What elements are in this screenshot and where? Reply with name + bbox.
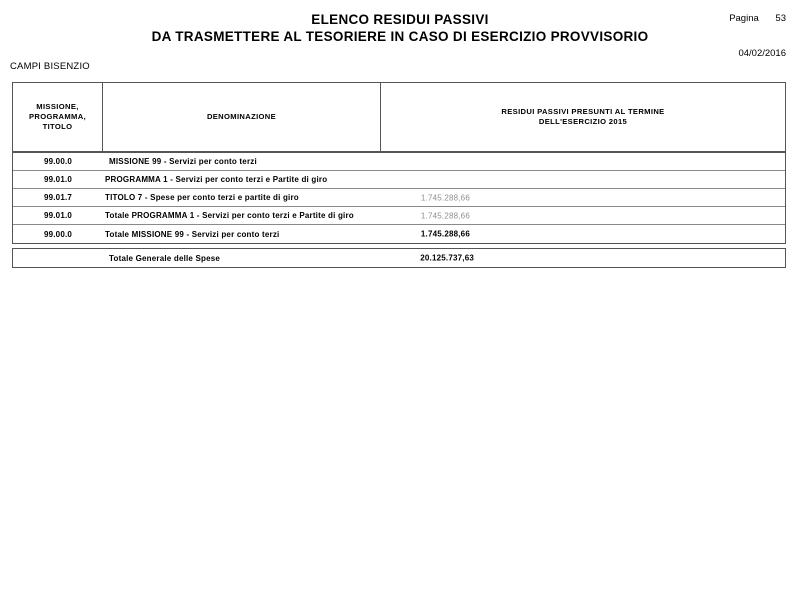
table-row — [13, 171, 785, 189]
document-date: 04/02/2016 — [738, 48, 786, 59]
column-header-code-line-3: TITOLO — [42, 122, 73, 131]
column-header-amount — [381, 83, 785, 151]
total-row-amount-cell — [387, 249, 785, 267]
row-amount-cell — [383, 207, 785, 224]
table-row — [13, 207, 785, 225]
total-row-amount: 20.125.737,63 — [420, 253, 474, 263]
document-header — [0, 0, 800, 75]
column-header-code-line-1: MISSIONE, — [36, 102, 79, 111]
table-body — [12, 153, 786, 244]
row-denominazione: Totale PROGRAMMA 1 - Servizi per conto terzi e Partite di giro — [105, 211, 354, 220]
page-number: 53 — [775, 13, 786, 24]
row-code: 99.00.0 — [43, 229, 73, 239]
column-header-amount-line-1: RESIDUI PASSIVI PRESUNTI AL TERMINE — [501, 107, 665, 116]
row-denominazione: PROGRAMMA 1 - Servizi per conto terzi e Partite di giro — [105, 175, 328, 184]
column-header-denominazione: DENOMINAZIONE — [103, 83, 381, 151]
row-amount: 1.745.288,66 — [420, 211, 470, 220]
row-amount-cell — [383, 171, 785, 188]
document-title — [0, 11, 800, 45]
total-row-label: Totale Generale delle Spese — [109, 253, 221, 263]
row-amount-cell — [383, 189, 785, 206]
row-amount-cell — [387, 153, 785, 170]
grand-total-row — [12, 248, 786, 268]
table-row — [13, 189, 785, 207]
title-line-1: ELENCO RESIDUI PASSIVI — [311, 12, 489, 27]
residui-passivi-table — [12, 82, 786, 268]
table-header-row — [12, 82, 786, 153]
row-amount: 1.745.288,66 — [420, 193, 470, 202]
entity-name: CAMPI BISENZIO — [10, 61, 90, 72]
table-row — [13, 225, 785, 243]
row-code: 99.00.0 — [43, 157, 73, 166]
row-code: 99.01.0 — [43, 211, 73, 220]
page-indicator — [729, 13, 786, 24]
column-header-code — [13, 83, 103, 151]
row-denominazione: MISSIONE 99 - Servizi per conto terzi — [109, 157, 257, 166]
row-code: 99.01.7 — [43, 193, 73, 202]
row-code: 99.01.0 — [43, 175, 73, 184]
table-row — [13, 153, 785, 171]
row-amount-cell — [383, 225, 785, 243]
page-label: Pagina — [729, 13, 759, 24]
row-amount: 1.745.288,66 — [420, 229, 470, 239]
row-denominazione: TITOLO 7 - Spese per conto terzi e partite di giro — [105, 193, 299, 202]
row-denominazione: Totale MISSIONE 99 - Servizi per conto terzi — [105, 229, 280, 239]
title-line-2: DA TRASMETTERE AL TESORIERE IN CASO DI ESERCIZIO PROVVISORIO — [151, 29, 649, 44]
column-header-amount-line-2: DELL'ESERCIZIO 2015 — [538, 117, 628, 126]
column-header-code-line-2: PROGRAMMA, — [28, 112, 87, 121]
